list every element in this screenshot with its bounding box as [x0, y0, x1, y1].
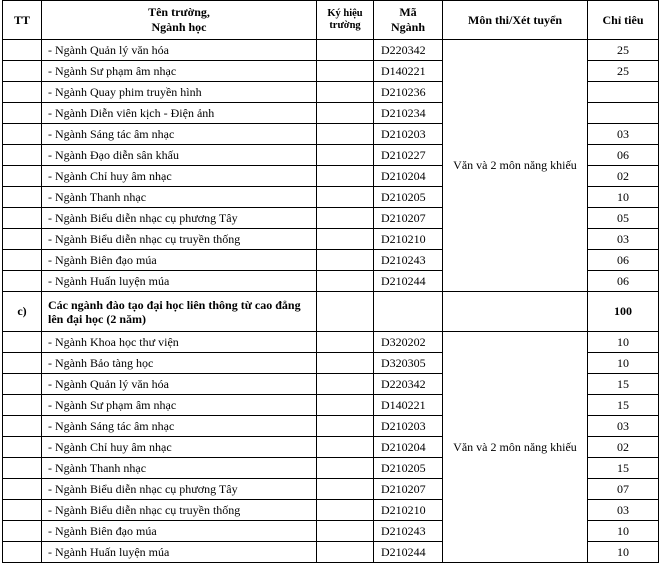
major-code: D210227 [374, 145, 443, 166]
row-tt [3, 187, 42, 208]
major-name: - Ngành Thanh nhạc [42, 458, 317, 479]
school-symbol [317, 40, 374, 61]
school-symbol [317, 395, 374, 416]
major-code: D210203 [374, 124, 443, 145]
row-tt [3, 500, 42, 521]
table-row [3, 332, 659, 353]
quota [588, 103, 659, 124]
major-name: - Ngành Quay phim truyền hình [42, 82, 317, 103]
quota: 05 [588, 208, 659, 229]
quota: 03 [588, 500, 659, 521]
row-tt [3, 271, 42, 292]
row-tt [3, 40, 42, 61]
major-code: D210243 [374, 250, 443, 271]
school-symbol [317, 437, 374, 458]
row-tt [3, 229, 42, 250]
major-code: D210204 [374, 437, 443, 458]
major-name: - Ngành Quản lý văn hóa [42, 374, 317, 395]
major-code: D210244 [374, 542, 443, 563]
quota: 03 [588, 416, 659, 437]
school-symbol [317, 166, 374, 187]
major-name: - Ngành Thanh nhạc [42, 187, 317, 208]
school-symbol [317, 458, 374, 479]
row-tt [3, 332, 42, 353]
school-symbol [317, 292, 374, 332]
header-school-symbol [317, 1, 374, 40]
school-symbol [317, 416, 374, 437]
major-name: - Ngành Chỉ huy âm nhạc [42, 166, 317, 187]
major-code: D210243 [374, 521, 443, 542]
school-symbol [317, 542, 374, 563]
major-code: D210236 [374, 82, 443, 103]
quota: 03 [588, 124, 659, 145]
section-row [3, 292, 659, 332]
major-name: - Ngành Biểu diễn nhạc cụ phương Tây [42, 479, 317, 500]
major-code: D220342 [374, 374, 443, 395]
admissions-table [2, 0, 659, 563]
header-tt: TT [3, 1, 42, 40]
major-name: - Ngành Huấn luyện múa [42, 542, 317, 563]
section-quota: 100 [588, 292, 659, 332]
quota: 10 [588, 353, 659, 374]
major-code: D210205 [374, 458, 443, 479]
major-code: D210244 [374, 271, 443, 292]
school-symbol [317, 521, 374, 542]
quota: 10 [588, 187, 659, 208]
quota: 10 [588, 332, 659, 353]
major-code: D140221 [374, 61, 443, 82]
quota: 07 [588, 479, 659, 500]
header-subject: Môn thi/Xét tuyển [443, 1, 588, 40]
school-symbol [317, 82, 374, 103]
quota: 02 [588, 166, 659, 187]
row-tt [3, 208, 42, 229]
row-tt [3, 374, 42, 395]
header-school-line2: Ngành học [151, 20, 207, 34]
major-code: D210207 [374, 208, 443, 229]
row-tt [3, 416, 42, 437]
major-name: - Ngành Sáng tác âm nhạc [42, 124, 317, 145]
school-symbol [317, 271, 374, 292]
school-symbol [317, 374, 374, 395]
quota: 25 [588, 40, 659, 61]
school-symbol [317, 250, 374, 271]
header-quota: Chỉ tiêu [588, 1, 659, 40]
header-code-line1: Mã [399, 5, 417, 19]
major-code [374, 292, 443, 332]
exam-subjects [443, 292, 588, 332]
row-tt [3, 395, 42, 416]
quota: 15 [588, 374, 659, 395]
header-symbol-line1: Ký hiệu [327, 8, 363, 19]
school-symbol [317, 61, 374, 82]
major-code: D220342 [374, 40, 443, 61]
school-symbol [317, 332, 374, 353]
major-code: D320305 [374, 353, 443, 374]
quota: 25 [588, 61, 659, 82]
quota: 02 [588, 437, 659, 458]
major-code: D210210 [374, 229, 443, 250]
quota: 03 [588, 229, 659, 250]
school-symbol [317, 208, 374, 229]
row-tt [3, 124, 42, 145]
exam-subjects: Văn và 2 môn năng khiếu [443, 332, 588, 563]
school-symbol [317, 187, 374, 208]
row-tt [3, 521, 42, 542]
major-name: - Ngành Biểu diễn nhạc cụ truyền thống [42, 229, 317, 250]
row-tt [3, 437, 42, 458]
school-symbol [317, 124, 374, 145]
row-tt [3, 479, 42, 500]
major-name: - Ngành Quản lý văn hóa [42, 40, 317, 61]
header-school [42, 1, 317, 40]
quota: 06 [588, 271, 659, 292]
exam-subjects: Văn và 2 môn năng khiếu [443, 40, 588, 292]
quota: 15 [588, 458, 659, 479]
major-name: - Ngành Sư phạm âm nhạc [42, 395, 317, 416]
row-tt [3, 166, 42, 187]
quota: 10 [588, 542, 659, 563]
major-code: D210205 [374, 187, 443, 208]
school-symbol [317, 229, 374, 250]
major-code: D210210 [374, 500, 443, 521]
section-title: Các ngành đào tạo đại học liên thông từ cao đẳng lên đại học (2 năm) [42, 292, 317, 332]
school-symbol [317, 353, 374, 374]
row-tt [3, 61, 42, 82]
header-code-line2: Ngành [390, 20, 425, 34]
major-name: - Ngành Biên đạo múa [42, 250, 317, 271]
quota: 10 [588, 521, 659, 542]
major-name: - Ngành Biên đạo múa [42, 521, 317, 542]
quota: 06 [588, 250, 659, 271]
header-school-line1: Tên trường, [148, 5, 210, 19]
school-symbol [317, 500, 374, 521]
major-name: - Ngành Biểu diễn nhạc cụ phương Tây [42, 208, 317, 229]
header-symbol-line2: trường [329, 20, 361, 31]
major-code: D210203 [374, 416, 443, 437]
major-code: D210207 [374, 479, 443, 500]
school-symbol [317, 145, 374, 166]
major-name: - Ngành Biểu diễn nhạc cụ truyền thống [42, 500, 317, 521]
major-name: - Ngành Bảo tàng học [42, 353, 317, 374]
major-name: - Ngành Sư phạm âm nhạc [42, 61, 317, 82]
row-tt [3, 458, 42, 479]
section-tt: c) [3, 292, 42, 332]
school-symbol [317, 479, 374, 500]
major-name: - Ngành Chỉ huy âm nhạc [42, 437, 317, 458]
quota: 15 [588, 395, 659, 416]
major-code: D210234 [374, 103, 443, 124]
major-code: D210204 [374, 166, 443, 187]
major-name: - Ngành Huấn luyện múa [42, 271, 317, 292]
major-name: - Ngành Diễn viên kịch - Điện ảnh [42, 103, 317, 124]
row-tt [3, 542, 42, 563]
row-tt [3, 145, 42, 166]
row-tt [3, 353, 42, 374]
header-major-code [374, 1, 443, 40]
header-row [3, 1, 659, 40]
major-code: D140221 [374, 395, 443, 416]
row-tt [3, 103, 42, 124]
major-code: D320202 [374, 332, 443, 353]
row-tt [3, 82, 42, 103]
school-symbol [317, 103, 374, 124]
quota: 06 [588, 145, 659, 166]
major-name: - Ngành Khoa học thư viện [42, 332, 317, 353]
table-row [3, 40, 659, 61]
quota [588, 82, 659, 103]
major-name: - Ngành Đạo diễn sân khấu [42, 145, 317, 166]
major-name: - Ngành Sáng tác âm nhạc [42, 416, 317, 437]
row-tt [3, 250, 42, 271]
